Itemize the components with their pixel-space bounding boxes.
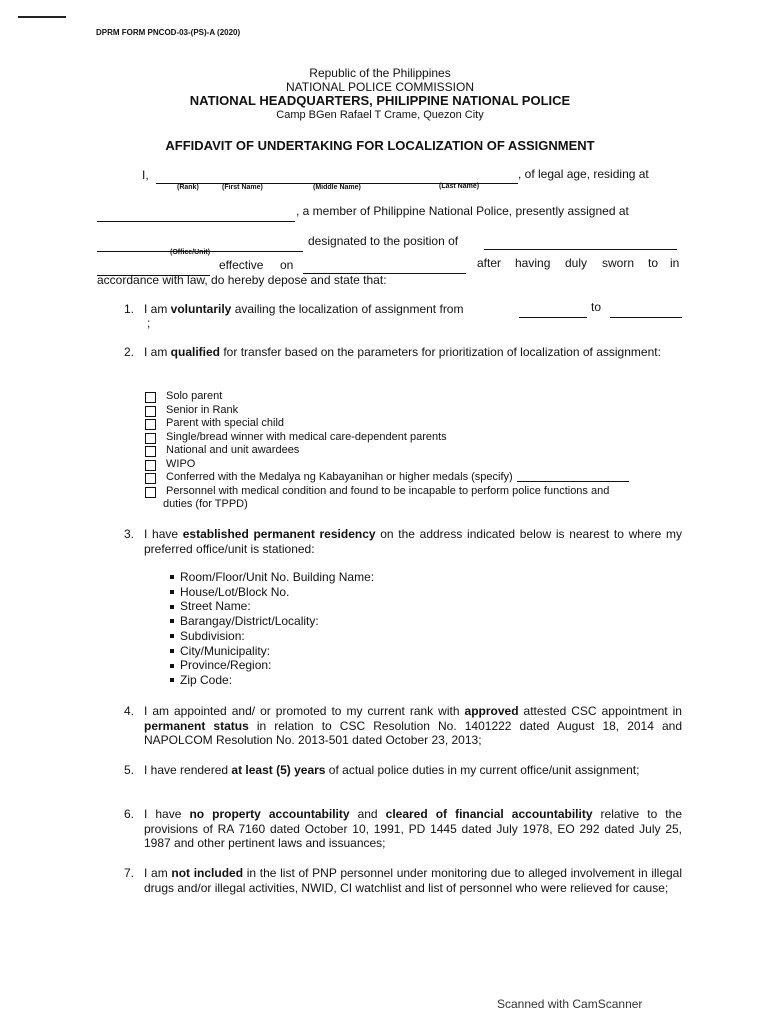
label-middle-name: (Middle Name): [313, 184, 361, 191]
address-field: Street Name:: [170, 599, 374, 614]
intro-accordance: accordance with law, do hereby depose and state that:: [97, 273, 387, 287]
checkbox-item[interactable]: Single/bread winner with medical care-dependent parents: [145, 431, 629, 445]
intro-designated: designated to the position of: [308, 234, 459, 248]
address-field: Barangay/District/Locality:: [170, 614, 374, 629]
label-first-name: (First Name): [222, 184, 263, 191]
checkbox-item-continuation: duties (for TPPD): [163, 498, 248, 510]
address-field-list: [170, 570, 374, 688]
residence-field[interactable]: [97, 209, 295, 222]
camscanner-watermark: Scanned with CamScanner: [497, 997, 643, 1011]
scan-mark: [18, 16, 66, 18]
checkbox[interactable]: [145, 473, 156, 484]
checkbox[interactable]: [145, 446, 156, 457]
item-1-semicolon: ;: [147, 316, 151, 330]
item-3-text: I have established permanent residency on the address indicated below is nearest to where my preferred office/unit is stationed:: [144, 527, 682, 556]
intro-to: to: [648, 256, 659, 270]
form-code: DPRM FORM PNCOD-03-(PS)-A (2020): [96, 28, 241, 37]
checkbox-item[interactable]: Conferred with the Medalya ng Kabayanihan or higher medals (specify): [145, 471, 629, 485]
address-field: House/Lot/Block No.: [170, 585, 374, 600]
address-field: Zip Code:: [170, 673, 374, 688]
address-field: Subdivision:: [170, 629, 374, 644]
checkbox[interactable]: [145, 406, 156, 417]
address-field: Province/Region:: [170, 658, 374, 673]
checkbox[interactable]: [145, 487, 156, 498]
item-6-number: 6.: [124, 807, 135, 821]
checkbox[interactable]: [145, 460, 156, 471]
item-4-text: I am appointed and/ or promoted to my current rank with approved attested CSC appointment in permanent status in relation to CSC Resolution No. 1401222 dated August 18, 2014 and NAPOLCOM Resolution No. 2013-501 dated October 23, 2013;: [144, 704, 683, 747]
item-7-number: 7.: [124, 866, 135, 880]
intro-having: having: [515, 256, 551, 270]
to-field[interactable]: [610, 305, 682, 318]
position-field[interactable]: [484, 237, 677, 250]
intro-sworn: sworn: [602, 256, 635, 270]
intro-after: after: [477, 256, 502, 270]
label-rank: (Rank): [177, 184, 199, 191]
document-title: AFFIDAVIT OF UNDERTAKING FOR LOCALIZATION OF ASSIGNMENT: [165, 138, 595, 153]
address-field: City/Municipality:: [170, 644, 374, 659]
checkbox-item[interactable]: National and unit awardees: [145, 444, 629, 458]
checkbox[interactable]: [145, 419, 156, 430]
item-2-number: 2.: [124, 345, 135, 359]
intro-legal-age: , of legal age, residing at: [518, 167, 649, 181]
item-5-text: I have rendered at least (5) years of actual police duties in my current office/unit assignment;: [144, 763, 640, 777]
item-7-text: I am not included in the list of PNP personnel under monitoring due to alleged involvement in illegal drugs and/or illegal activities, NWID, CI watchlist and list of personnel who were relieved for cause;: [144, 866, 683, 895]
checkbox-item[interactable]: WIPO: [145, 458, 629, 472]
medal-specify-field[interactable]: [517, 471, 629, 482]
item-4-number: 4.: [124, 704, 135, 718]
item-1-text: I am voluntarily availing the localization of assignment from: [144, 302, 464, 316]
item-6-text: I have no property accountability and cleared of financial accountability relative to the provisions of RA 7160 dated October 10, 1991, PD 1445 dated July 1978, EO 292 dated July 25, 1987 and other pertinent laws and issuances;: [144, 807, 682, 850]
item-1-number: 1.: [124, 302, 135, 316]
from-field[interactable]: [519, 305, 587, 318]
checkbox-item[interactable]: Solo parent: [145, 390, 629, 404]
intro-effective: effective: [219, 258, 264, 272]
intro-duly: duly: [565, 256, 588, 270]
item-3-number: 3.: [124, 527, 135, 541]
address-field: Room/Floor/Unit No. Building Name:: [170, 570, 374, 585]
checkbox-item[interactable]: Senior in Rank: [145, 404, 629, 418]
checkbox[interactable]: [145, 433, 156, 444]
intro-in: in: [670, 256, 680, 270]
header-nhq: NATIONAL HEADQUARTERS, PHILIPPINE NATIONAL POLICE: [189, 93, 571, 108]
header-napolcom: NATIONAL POLICE COMMISSION: [285, 80, 475, 94]
header-camp: Camp BGen Rafael T Crame, Quezon City: [276, 109, 484, 121]
item-2-text: I am qualified for transfer based on the parameters for prioritization of localization of assignment:: [144, 345, 661, 359]
intro-on: on: [280, 258, 294, 272]
checkbox[interactable]: [145, 392, 156, 403]
label-office-unit: (Office/Unit): [170, 249, 211, 256]
header-republic: Republic of the Philippines: [309, 66, 451, 80]
intro-member: , a member of Philippine National Police, presently assigned at: [296, 204, 629, 218]
qualification-checklist: [145, 390, 629, 512]
item-1-to: to: [591, 300, 602, 314]
item-5-number: 5.: [124, 763, 135, 777]
checkbox-item[interactable]: Parent with special child: [145, 417, 629, 431]
checkbox-item[interactable]: Personnel with medical condition and found to be incapable to perform police functions and: [145, 485, 629, 499]
label-last-name: (Last Name): [439, 183, 480, 190]
intro-i: I,: [142, 168, 149, 182]
